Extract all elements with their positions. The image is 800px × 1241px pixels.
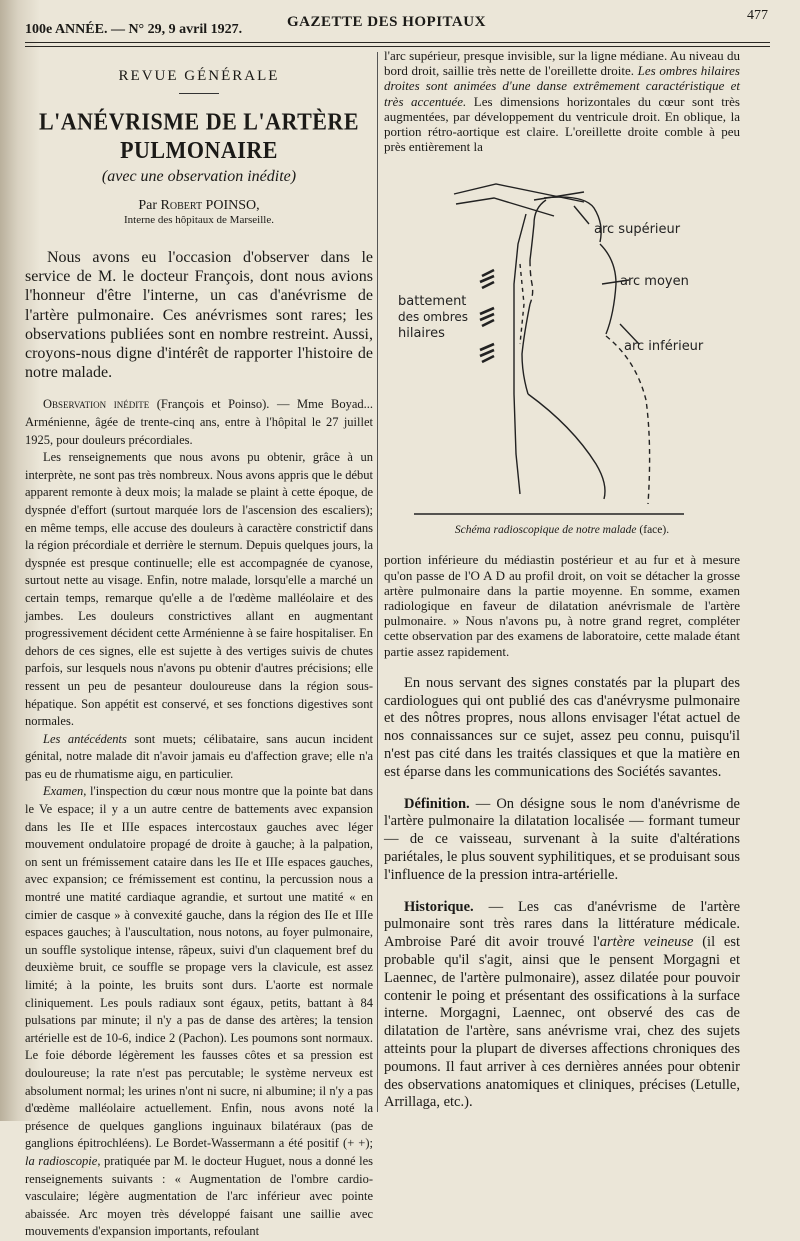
history-paragraph: Les renseignements que nous avons pu obtenir, grâce à un interprète, ne sont pas très nombreux. Nous avons appris que le début apparent remonte à deux mois; la malade se plaint à cette époque, de dyspnée d'effort (surtout marquée lors de l'ascension des escaliers); en même temps, elle accuse des douleurs à caractère constrictif dans la région précordiale et derrière le sternum. Depuis quelques jours, la dyspnée est presque continuelle; elle est accompagnée de cyanose, surtout nette au visage. Enfin, notre malade, lorsqu'elle a marché un certain temps, remarque qu'elle a de l'œdème malléolaire et des jambes. Les douleurs constrictives allant en augmentant progressivement décident cette Arménienne à se faire hospitaliser. En dehors de ces signes, elle est sujette à des vertiges suivis de chutes parfois, sur lesquels nous n'avons pu obtenir d'autres précisions; elle ressent un peu de pesanteur douloureuse dans la région sous-hépatique. Son appétit est conservé, et ses fonctions digestives sont normales.: [25, 450, 373, 729]
issue-line: 100e ANNÉE. — N° 29, 9 avril 1927.: [25, 22, 243, 37]
history-section-paragraph: [384, 899, 740, 1113]
author-name: Robert POINSO,: [160, 198, 260, 213]
antecedents-label: Les antécédents: [43, 731, 127, 746]
author-line: [25, 198, 373, 214]
author-affiliation: Interne des hôpitaux de Marseille.: [124, 214, 274, 226]
definition-paragraph: [384, 796, 740, 885]
author-prefix: Par: [138, 198, 161, 213]
label-des-ombres: des ombres: [398, 310, 469, 325]
journal-name: GAZETTE DES HOPITAUX: [287, 14, 486, 30]
right-column: [384, 48, 740, 1126]
header-rule-2: [25, 46, 770, 47]
radio-continuation: [384, 48, 740, 154]
label-arc-inferieur: arc inférieur: [624, 339, 704, 355]
left-column: [25, 58, 373, 1241]
page-header: [25, 8, 780, 38]
article-title: L'ANÉVRISME DE L'ARTÈRE PULMONAIRE: [38, 107, 359, 164]
exam-text: , l'inspection du cœur nous montre que la pointe bat dans le Ve espace; il y a un autre centre de battements avec expansion dans les IIe et IIIe espaces intercostaux gauches avec léger mouvement ondulatoire propagé de droite à gauche; à la palpation, on sent un frémissement cataire dans les IIe et IIIe espaces gauches, avec expansion; ce frémissement est continu, la percussion nous a montré une matité cardiaque agrandie, et surtout une matité « en cimier de casque » à convexité gauche, dans la région des IIe et IIIe espaces gauches; à l'auscultation, nous notons, au foyer pulmonaire, un souffle systolique intense, râpeux, suivi d'un claquement bref du deuxième bruit, ce souffle se propage vers la clavicule, est assez limité; à la pointe, les bruits sont durs. L'aorte est normale cliniquement. Les pouls radiaux sont égaux, petits, battant à 84 pulsations par minute; il n'y a pas de danse des artères; la tension artérielle est de 10-6, indice 2 (Pachon). Les poumons sont normaux. Le foie déborde légèrement les fausses côtes et sa pression est douloureuse; la rate n'est pas percutable; le système nerveux est absolument normal; les urines n'ont ni sucre, ni albumine; il n'y a pas d'œdème malléolaire actuellement. Enfin, nous avons noté la présence de quelques ganglions inguinaux bilatéraux (pas de ganglions épitrochléens). Le Bordet-Wassermann a été positif (+ +);: [25, 784, 373, 1151]
historique-italic: artère veineuse: [599, 934, 694, 951]
column-divider: [377, 52, 378, 1112]
label-arc-moyen: arc moyen: [620, 274, 689, 290]
radio-cont-italic: Les ombres hilaires droites sont animées d'une danse extrêmement caractéristique et très accentuée.: [384, 63, 740, 109]
observation-text: (François et Poinso). — Mme Boyad... Arménienne, âgée de trente-cinq ans, entre à l'hôpital le 27 juillet 1925, pour douleurs précordiales.: [25, 397, 373, 447]
article-subtitle: (avec une observation inédite): [101, 168, 297, 185]
historique-text-1: — Les cas d'anévrisme de l'artère pulmonaire sont très rares dans la littérature médicale. Ambroise Paré dit avoir trouvé l': [384, 898, 740, 951]
radio-label: la radioscopie: [25, 1153, 98, 1168]
definition-label: Définition.: [404, 795, 470, 812]
section-rule: [179, 93, 219, 94]
caption-italic: Schéma radioscopique de notre malade: [454, 524, 637, 537]
label-arc-superieur: arc supérieur: [594, 222, 681, 238]
radio-cont-text: l'arc supérieur, presque invisible, sur la ligne médiane. Au niveau du bord droit, saillie très nette de l'oreillette droite.: [384, 48, 740, 79]
historique-text-2: (il est probable qu'il s'agit, ainsi que le pensent Morgagni et Laennec, de l'artère pulmonaire), assez dilatée pour pouvoir contenir le poing et présentant des ossifications à la surface interne. Morgagni, Laennec, ont observé des cas de dilatation de l'artère, sans anévrisme vrai, chez des sujets atteints pour la plupart de diverses affections chroniques des poumons. Il faut arriver à ces dernières années pour obtenir des observations anatomiques et cliniques, précises (Letulle, Arrillaga, etc.).: [384, 934, 741, 1111]
signs-paragraph: En nous servant des signes constatés par la plupart des cardiologues qui ont publié des cas d'anévrysme pulmonaire et des nôtres propres, nous allons envisager l'état actuel de nos connaissances sur ce sujet, assez peu connu, puisqu'il n'est pas cité dans les traités classiques et que la matière en est éparse dans les communications des Sociétés savantes.: [384, 674, 740, 780]
radio-text: , pratiquée par M. le docteur Huguet, nous a donné les renseignements suivants : « Augmentation de l'ombre cardio-vasculaire; légère augmentation de l'arc inférieur avec pointe abaissée. Arc moyen très développé faisant une saillie avec mouvements d'expansion importants, refoulant: [25, 1153, 373, 1239]
exam-label: Examen: [43, 784, 84, 799]
observation-label: Observation inédite: [43, 397, 150, 412]
antecedents-text: sont muets; célibataire, sans aucun incident génital, notre malade dit n'avoir jamais eu d'affection grave; elle n'a pas eu de rhumatisme aigu, en particulier.: [25, 731, 373, 781]
label-battement: battement: [398, 294, 467, 310]
definition-text: — On désigne sous le nom d'anévrisme de l'artère pulmonaire la dilatation localisée — formant tumeur — de ce vaisseau, survenant à la suite d'altérations pariétales, le plus souvent syphilitiques, et se produisant sous l'influence de la pression intra-artérielle.: [384, 795, 740, 883]
label-hilaires: hilaires: [398, 326, 445, 342]
antecedents-paragraph: [25, 731, 373, 784]
intro-paragraph: Nous avons eu l'occasion d'observer dans le service de M. le docteur François, dont nous avions l'honneur d'être l'interne, un cas d'anévrisme de l'artère pulmonaire. Ces anévrismes sont rares; les observations publiées sont en nombre restreint. Aussi, croyons-nous digne d'intérêt de rapporter l'histoire de notre malade.: [25, 249, 373, 382]
radio-conclusion: portion inférieure du médiastin postérieur et au fur et à mesure qu'on passe de l'O A D au profil droit, on voit se détacher la grosse artère pulmonaire dans la partie moyenne. En somme, examen radiologique en faveur de dilatation anévrismale de l'artère pulmonaire. » Nous n'avons pu, à notre grand regret, compléter cette observation par des examens de laboratoire, cette malade étant partie assez rapidement.: [384, 552, 740, 659]
caption-suffix: (face).: [636, 524, 670, 537]
radioscopic-diagram: [384, 164, 740, 524]
historique-label: Historique.: [404, 898, 474, 915]
section-heading: REVUE GÉNÉRALE: [118, 68, 280, 84]
diagram-caption: [384, 524, 740, 536]
page-number: 477: [747, 8, 768, 23]
radio-cont-text-2: Les dimensions horizontales du cœur sont très augmentées, par développement du ventricule droit. En oblique, la portion rétro-aortique est claire. L'oreillette droite comble à peu près entièrement la: [384, 93, 740, 155]
header-rule: [25, 42, 770, 43]
observation-paragraph: [25, 396, 373, 449]
exam-paragraph: [25, 783, 373, 1240]
